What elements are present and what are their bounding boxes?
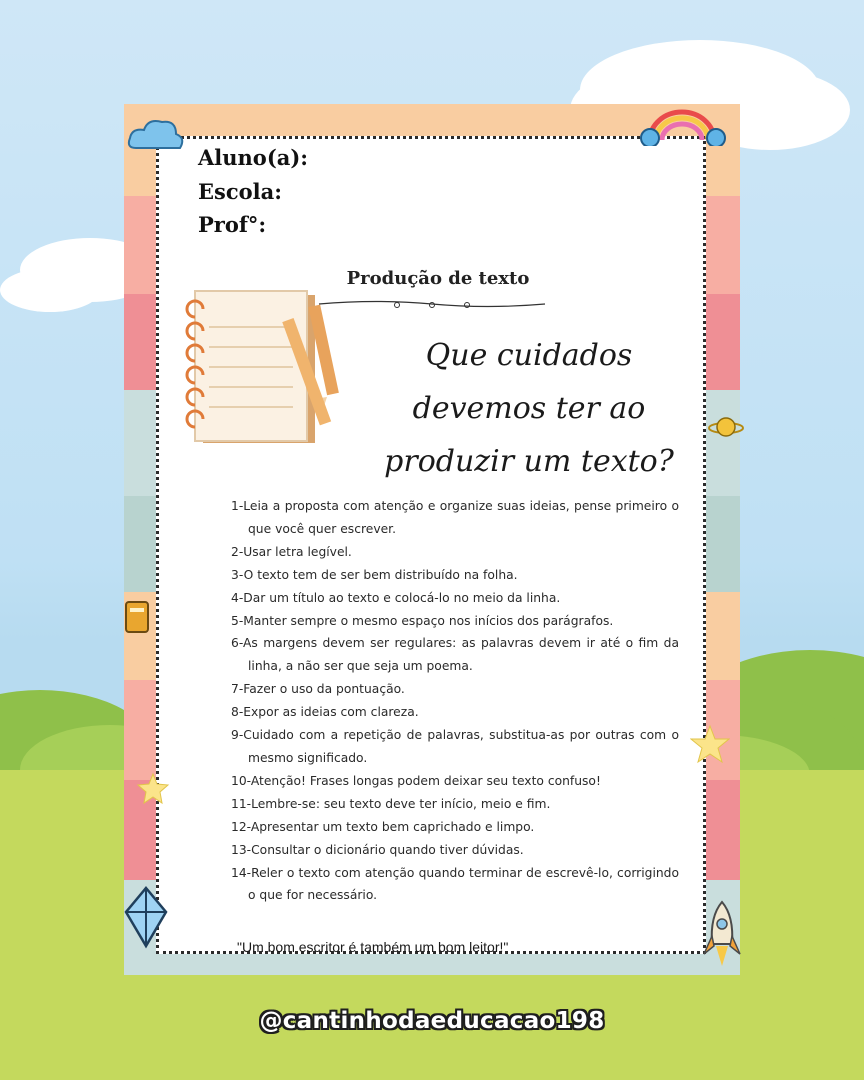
rule-item: 8-Expor as ideias com clareza. [231, 705, 419, 720]
rule-item: 4-Dar um título ao texto e colocá-lo no meio da linha. [231, 590, 561, 605]
question-heading [359, 329, 699, 488]
rule-item: 6-As margens devem ser regulares: as palavras devem ir até o fim da linha, a não ser que seja um poema. [231, 636, 679, 674]
escola-field: Escola: [198, 179, 282, 204]
prof-field: Prof°: [198, 212, 267, 237]
notebook-pencil-icon [181, 287, 341, 452]
star-sticker-icon [136, 772, 170, 806]
rule-item: 7-Fazer o uso da pontuação. [231, 682, 405, 697]
social-handle: @cantinhodaeducacao198 [259, 1008, 605, 1034]
rule-item: 1-Leia a proposta com atenção e organize suas ideias, pense primeiro o que você quer escrever. [231, 499, 679, 536]
title-flourish-icon [317, 297, 547, 311]
rule-item: 9-Cuidado com a repetição de palavras, substitua-as por outras com o mesmo significado. [231, 728, 679, 765]
worksheet-content [156, 136, 706, 954]
rule-item: 11-Lembre-se: seu texto deve ter início, meio e fim. [231, 796, 551, 811]
worksheet-title: Produção de texto [346, 268, 530, 289]
kite-sticker-icon [124, 886, 168, 950]
aluno-field: Aluno(a): [198, 145, 309, 170]
rule-item: 5-Manter sempre o mesmo espaço nos inícios dos parágrafos. [231, 613, 614, 628]
rules-list [231, 495, 679, 907]
rule-item: 2-Usar letra legível. [231, 544, 352, 559]
worksheet [124, 104, 740, 975]
cloud-sticker-icon [126, 112, 186, 157]
book-sticker-icon [124, 600, 150, 634]
question-line-1: Que cuidados [425, 338, 633, 373]
planet-sticker-icon [708, 414, 744, 442]
star-sticker-icon [690, 724, 730, 764]
rule-item: 13-Consultar o dicionário quando tiver dúvidas. [231, 842, 524, 857]
question-line-2: devemos ter ao [412, 391, 646, 426]
rocket-sticker-icon [702, 900, 742, 970]
rainbow-sticker-icon [636, 104, 728, 146]
closing-quote: "Um bom escritor é também um bom leitor!" [237, 939, 509, 955]
rule-item: 12-Apresentar um texto bem caprichado e limpo. [231, 819, 535, 834]
rule-item: 10-Atenção! Frases longas podem deixar seu texto confuso! [231, 773, 601, 788]
question-line-3: produzir um texto? [384, 444, 674, 479]
rule-item: 3-O texto tem de ser bem distribuído na folha. [231, 567, 518, 582]
rule-item: 14-Reler o texto com atenção quando terminar de escrevê-lo, corrigindo o que for necessário. [231, 865, 679, 903]
